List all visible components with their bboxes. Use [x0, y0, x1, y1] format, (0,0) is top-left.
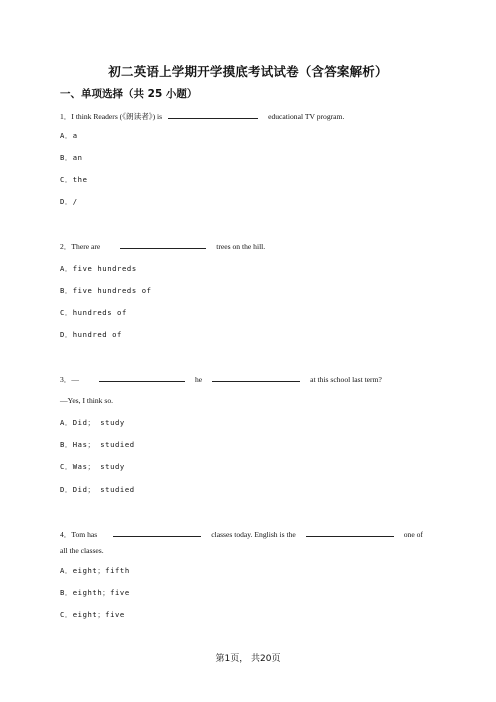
section-heading: 一、单项选择（共 25 小题）: [60, 88, 198, 100]
option-1a: A．a: [60, 131, 78, 140]
option-1b: B．an: [60, 153, 83, 162]
question-3-answer-line: —Yes, I think so.: [60, 396, 114, 405]
option-2a: A．five hundreds: [60, 264, 137, 273]
option-2b: B．five hundreds of: [60, 286, 152, 295]
option-2c: C．hundreds of: [60, 308, 127, 317]
page-title: 初二英语上学期开学摸底考试试卷（含答案解析）: [108, 64, 388, 79]
answer-blank: [168, 112, 258, 119]
question-4-suffix: one of: [403, 530, 423, 539]
option-1c: C．the: [60, 175, 88, 184]
answer-blank: [113, 530, 201, 537]
question-4-prefix: 4．Tom has: [60, 530, 98, 539]
option-3d: D．Did； studied: [60, 485, 135, 494]
answer-blank: [120, 242, 206, 249]
answer-blank: [212, 375, 300, 382]
question-2-prefix: 2．There are: [60, 242, 101, 251]
question-4-middle: classes today. English is the: [211, 530, 296, 539]
question-3: [60, 374, 382, 385]
option-3a: A．Did； study: [60, 418, 125, 427]
option-1d: D．/: [60, 197, 78, 206]
option-3c: C．Was； study: [60, 462, 125, 471]
question-4: [60, 529, 423, 540]
page-footer: 第1页， 共20页: [215, 654, 281, 664]
option-3b: B．Has； studied: [60, 440, 135, 449]
question-1-suffix: educational TV program.: [268, 112, 345, 121]
answer-blank: [99, 375, 185, 382]
option-4b: B．eighth；five: [60, 588, 130, 597]
option-4c: C．eight；five: [60, 610, 125, 619]
question-3-prefix: 3．—: [60, 375, 79, 384]
option-4a: A．eight；fifth: [60, 566, 130, 575]
question-1-prefix: 1．I think Readers (《朗读者》) is: [60, 112, 163, 121]
question-3-middle: he: [194, 375, 203, 384]
question-2: [60, 241, 265, 252]
question-4-line2: all the classes.: [60, 546, 104, 555]
answer-blank: [306, 530, 394, 537]
question-3-suffix: at this school last term?: [310, 375, 382, 384]
option-2d: D．hundred of: [60, 330, 122, 339]
question-2-suffix: trees on the hill.: [216, 242, 266, 251]
question-1: [60, 111, 344, 122]
